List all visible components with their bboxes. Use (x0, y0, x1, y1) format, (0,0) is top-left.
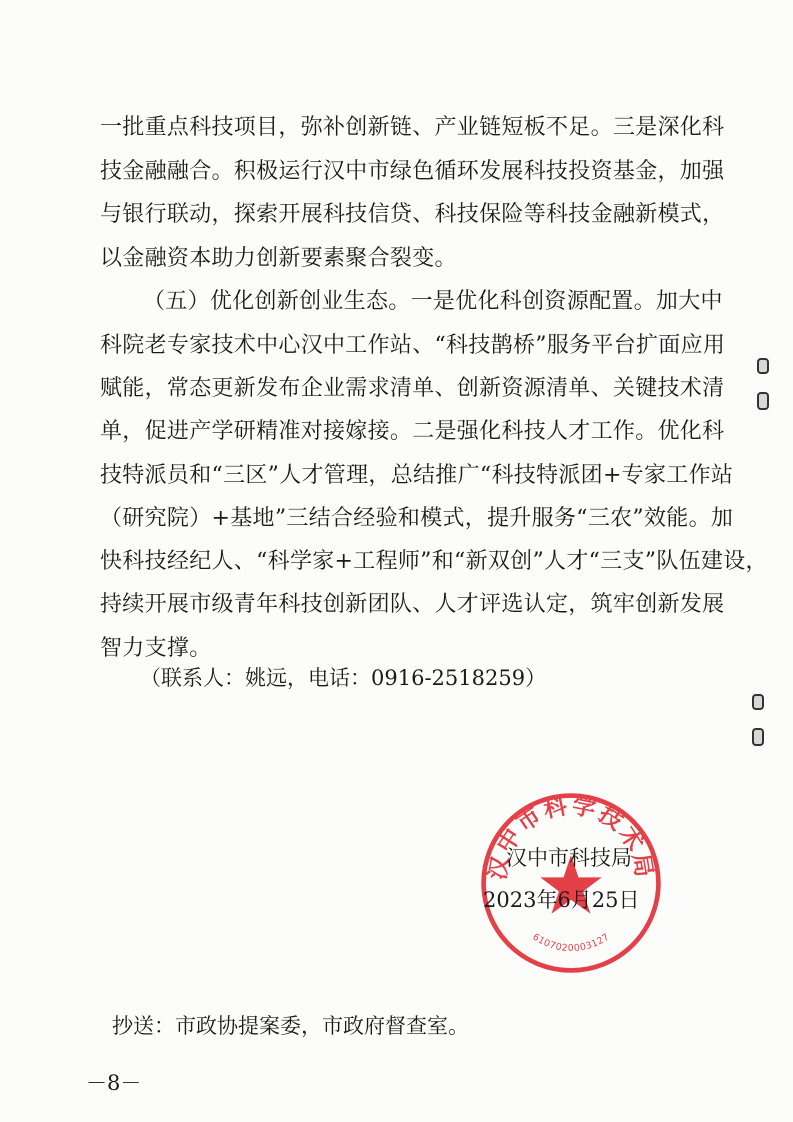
signature-organization: 汉中市科技局 (506, 846, 632, 870)
body-line-2: 技金融融合。积极运行汉中市绿色循环发展科技投资基金，加强 (100, 159, 725, 184)
binding-hole-mark (752, 694, 764, 710)
binding-hole-mark (757, 392, 769, 410)
body-line-7: 赋能，常态更新发布企业需求清单、创新资源清单、关键技术清 (100, 376, 725, 401)
body-line-9: 技特派员和“三区”人才管理，总结推广“科技特派团+专家工作站 (100, 463, 734, 488)
section-heading-line: （五）优化创新创业生态。一是优化科创资源配置。加大中 (143, 289, 723, 314)
body-line-8: 单，促进产学研精准对接嫁接。二是强化科技人才工作。优化科 (100, 419, 725, 444)
body-line-11: 快科技经纪人、“科学家+工程师”和“新双创”人才“三支”队伍建设， (100, 549, 768, 574)
body-line-6: 科院老专家技术中心汉中工作站、“科技鹊桥”服务平台扩面应用 (100, 333, 726, 358)
seal-code: 6107020003127 (530, 931, 612, 955)
seal-ring-text: 汉中市科学技术局 (483, 791, 659, 882)
cc-line: 抄送：市政协提案委，市政府督查室。 (112, 1014, 469, 1038)
official-seal (478, 790, 664, 976)
body-line-3: 与银行联动，探索开展科技信贷、科技保险等科技金融新模式， (100, 202, 725, 227)
binding-hole-mark (752, 728, 764, 746)
body-line-12: 持续开展市级青年科技创新团队、人才评选认定，筑牢创新发展 (100, 592, 725, 617)
signature-date: 2023年6月25日 (483, 888, 640, 912)
contact-info: （联系人：姚远，电话：0916-2518259） (140, 666, 547, 690)
body-line-1: 一批重点科技项目，弥补创新链、产业链短板不足。三是深化科 (100, 115, 725, 140)
svg-text:6107020003127 (530, 932, 611, 954)
page-number: －8－ (86, 1071, 142, 1095)
body-line-13: 智力支撑。 (100, 636, 212, 661)
body-line-10: （研究院）+基地”三结合经验和模式，提升服务“三农”效能。加 (100, 506, 734, 531)
binding-hole-mark (757, 358, 769, 374)
body-line-4: 以金融资本助力创新要素聚合裂变。 (100, 246, 457, 271)
